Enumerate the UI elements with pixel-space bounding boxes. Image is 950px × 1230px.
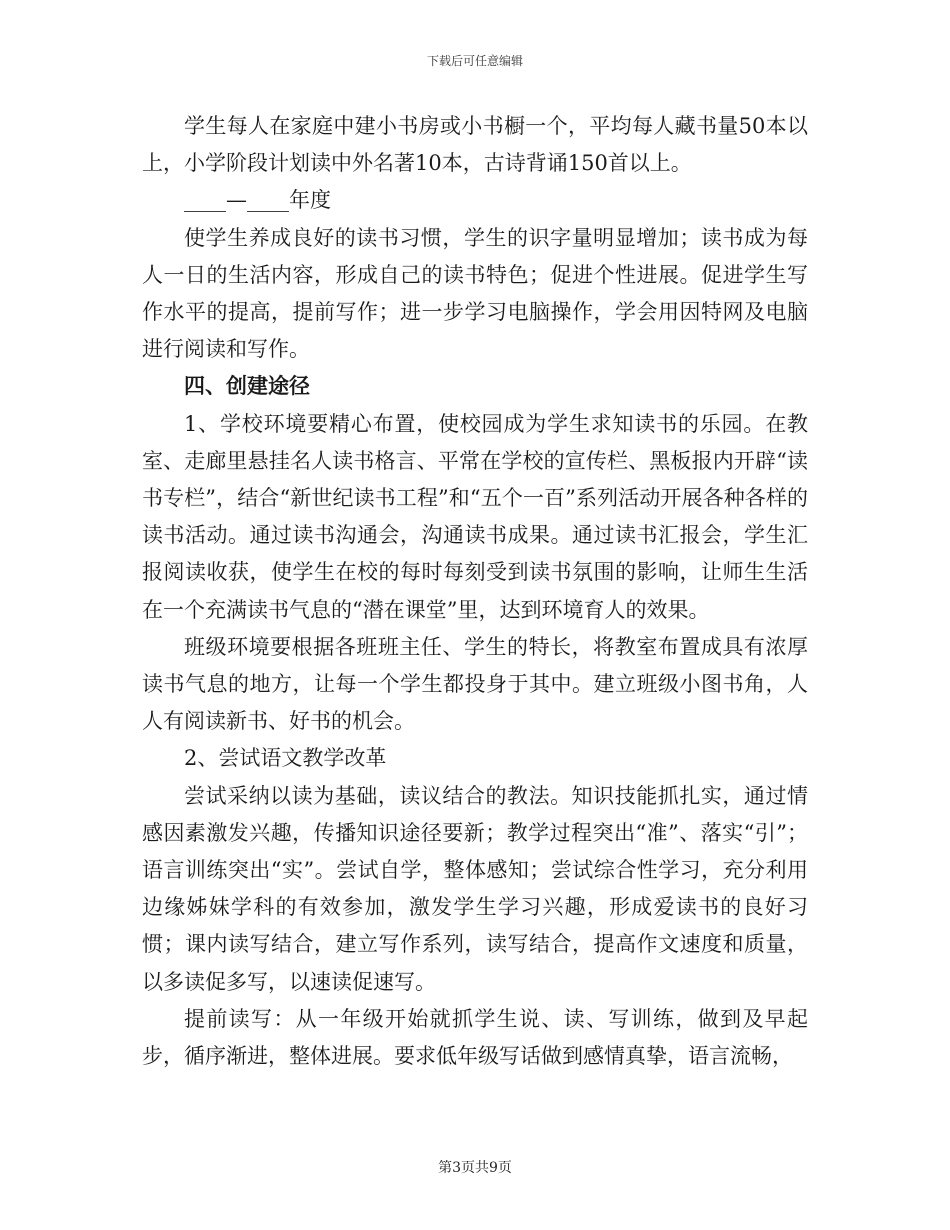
- paragraph-class-environment: 班级环境要根据各班班主任、学生的特长，将教室布置成具有浓厚读书气息的地方，让每一个学生都投身于其中。建立班级小图书角，人人有阅读新书、好书的机会。: [142, 634, 808, 734]
- paragraph-teaching-method: 尝试采纳以读为基础，读议结合的教法。知识技能抓扎实，通过情感因素激发兴趣，传播知识途径要新；教学过程突出“准”、落实“引”；语言训练突出“实”。尝试自学，整体感知；尝试综合性学习，充分利用边缘姊妹学科的有效参加，激发学生学习兴趣，形成爱读书的良好习惯；课内读写结合，建立写作系列，读写结合，提高作文速度和质量，以多读促多写，以速读促速写。: [142, 783, 808, 994]
- paragraph-early-writing: 提前读写：从一年级开始就抓学生说、读、写训练，做到及早起步，循序渐进，整体进展。要求低年级写话做到感情真挚，语言流畅，: [142, 1006, 808, 1069]
- page-header: 下载后可任意编辑: [426, 54, 523, 68]
- subheading-teaching-reform: 2、尝试语文教学改革: [184, 746, 387, 771]
- page-number-footer: 第3页共9页: [438, 1160, 512, 1176]
- section-heading-approaches: 四、创建途径: [184, 374, 310, 399]
- paragraph-school-environment: 1、学校环境要精心布置，使校园成为学生求知读书的乐园。在教室、走廊里悬挂名人读书格言、平常在学校的宣传栏、黑板报内开辟“读书专栏”，结合“新世纪读书工程”和“五个一百”系列活动开展各种各样的读书活动。通过读书沟通会，沟通读书成果。通过读书汇报会，学生汇报阅读收获，使学生在校的每时每刻受到读书氛围的影响，让师生生活在一个充满读书气息的“潜在课堂”里，达到环境育人的效果。: [142, 411, 808, 622]
- paragraph-book-targets: 学生每人在家庭中建小书房或小书橱一个，平均每人藏书量50本以上，小学阶段计划读中外名著10本，古诗背诵150首以上。: [142, 114, 808, 176]
- paragraph-year-range: ____—____年度: [184, 188, 331, 213]
- paragraph-goals: 使学生养成良好的读书习惯，学生的识字量明显增加；读书成为每人一日的生活内容，形成自己的读书特色；促进个性进展。促进学生写作水平的提高，提前写作；进一步学习电脑操作，学会用因特网及电脑进行阅读和写作。: [142, 225, 808, 362]
- document-body: [142, 108, 808, 1075]
